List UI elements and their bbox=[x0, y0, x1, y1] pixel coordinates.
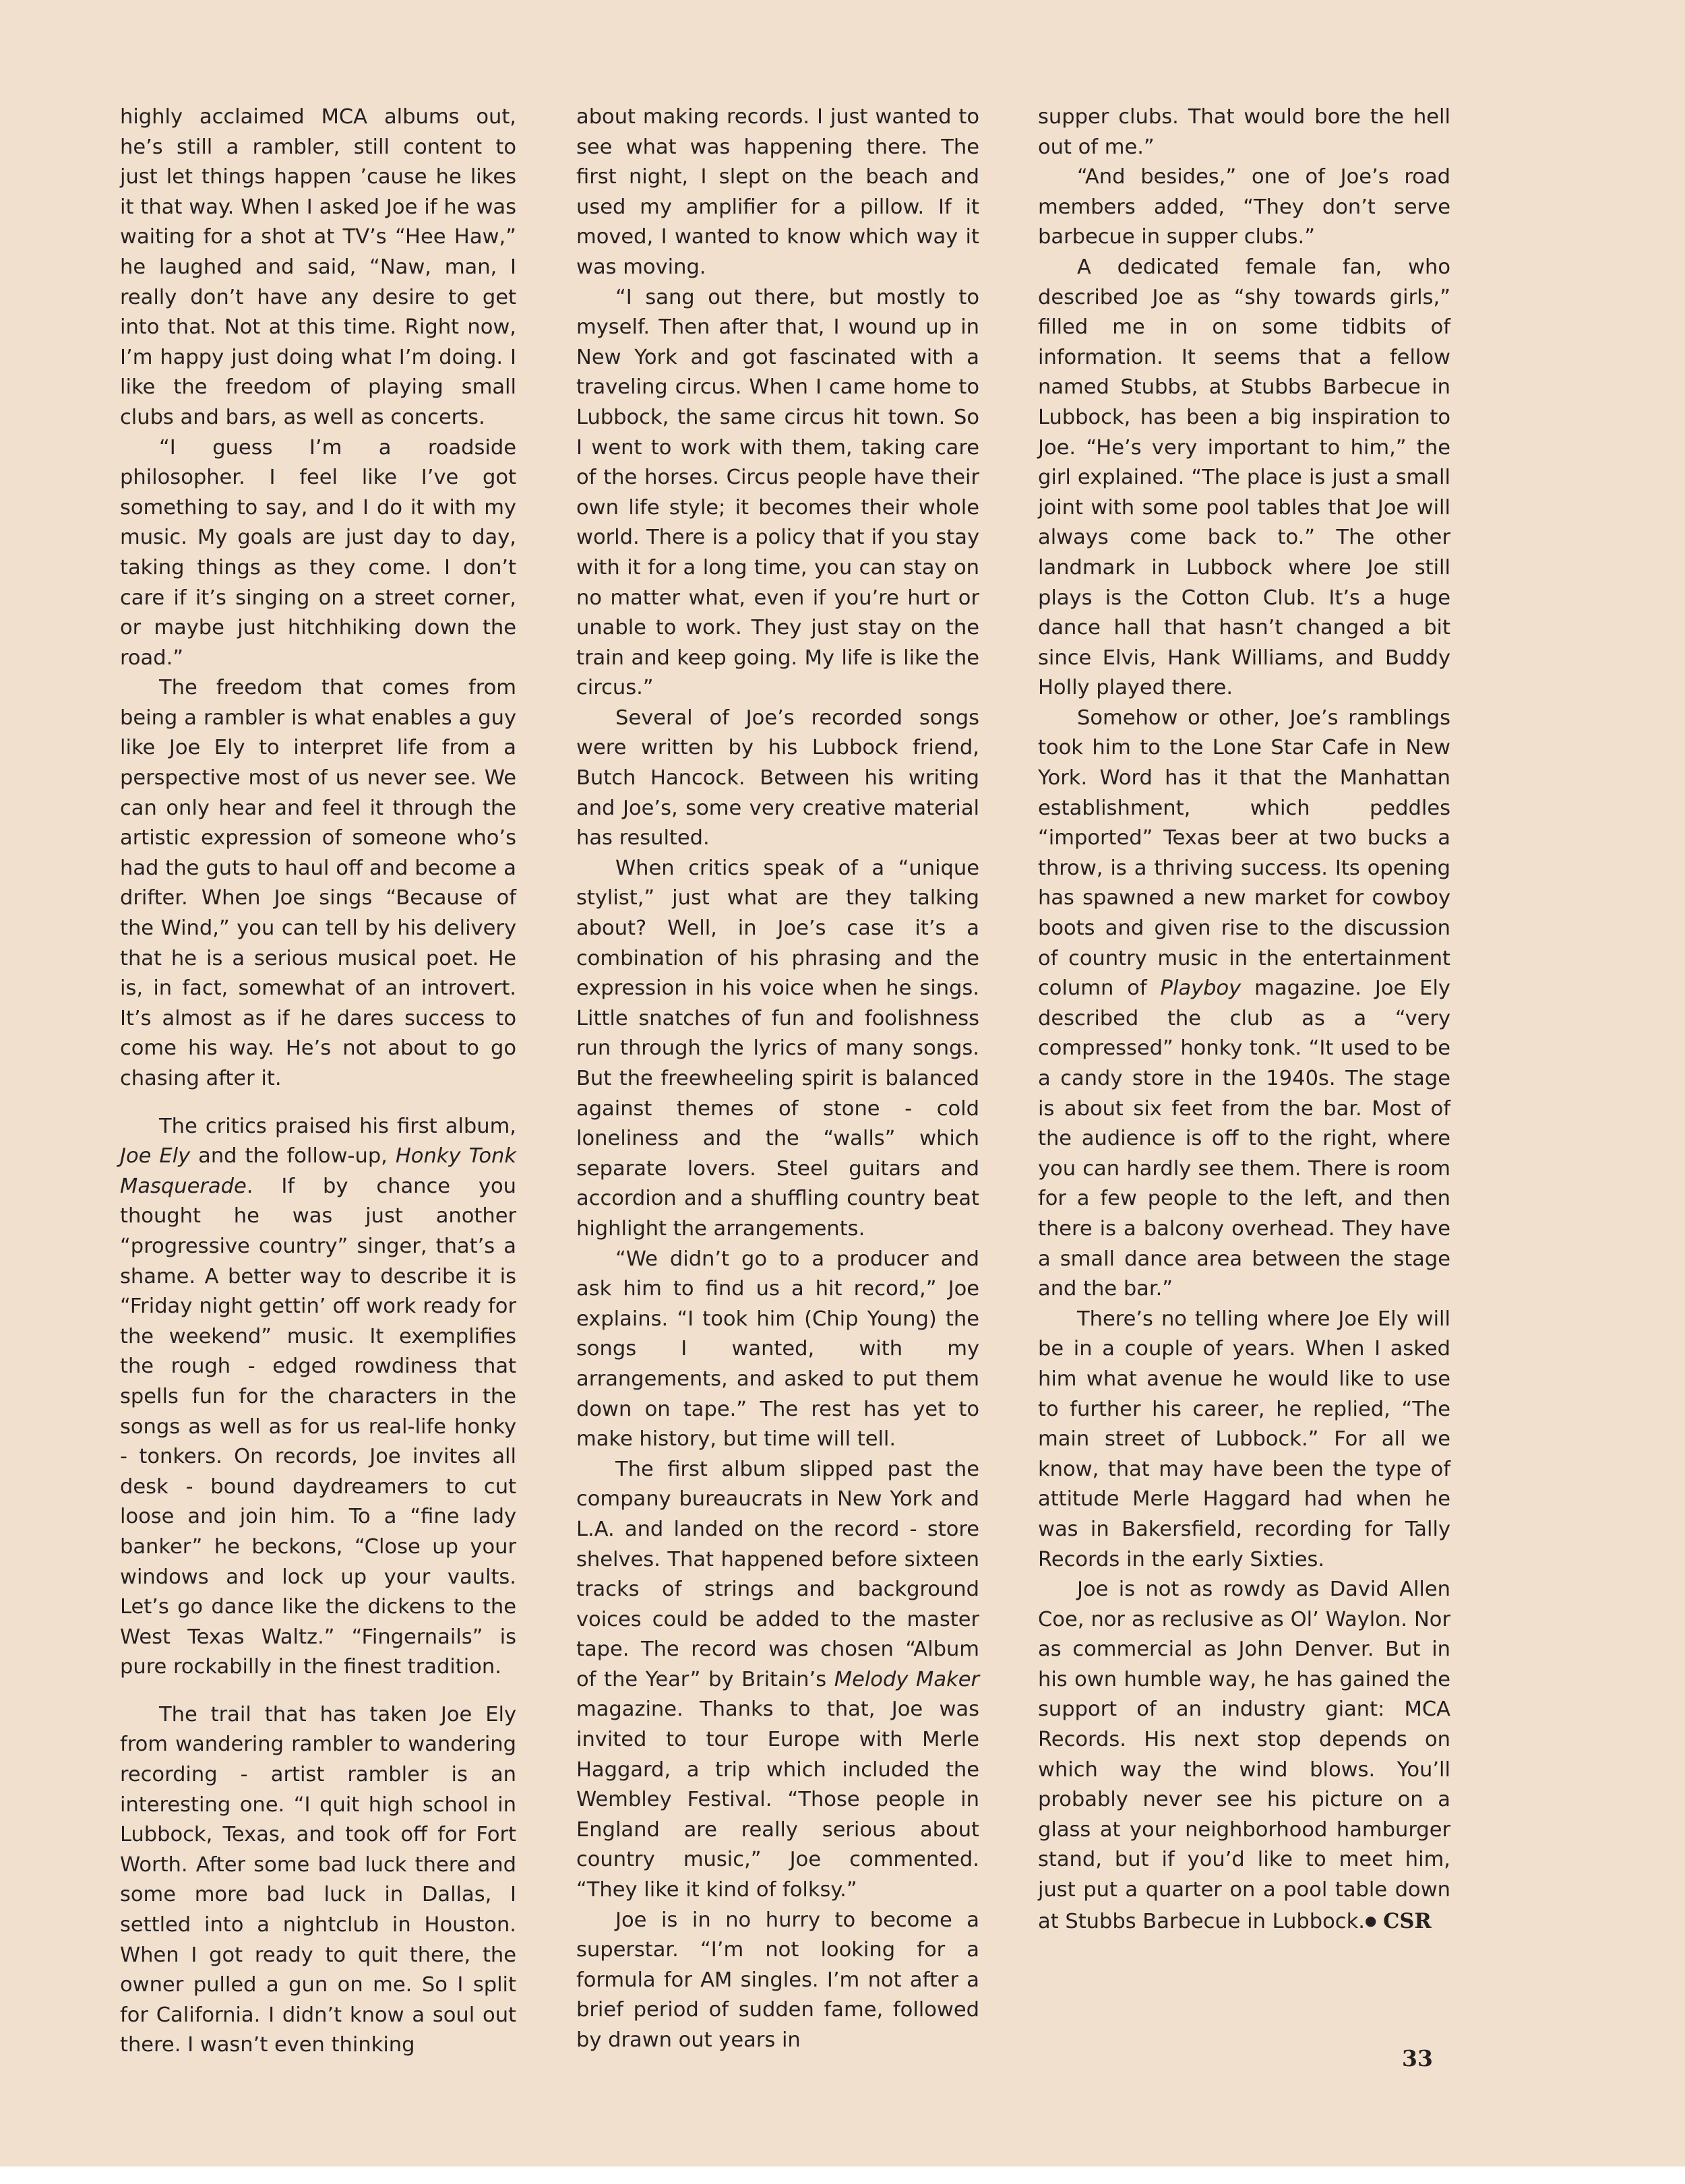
paragraph: supper clubs. That would bore the hell out of me.” bbox=[1038, 105, 1450, 159]
paragraph: Several of Joe’s recorded songs were written by his Lubbock friend, Butch Hancock. Between his writing and Joe’s, some very creative material has resulted. bbox=[576, 706, 979, 850]
paragraph: “And besides,” one of Joe’s road members added, “They don’t serve barbecue in supper clubs.” bbox=[1038, 165, 1450, 249]
paragraph: When critics speak of a “unique stylist,” just what are they talking about? Well, in Joe’s case it’s a combination of his phrasing and the expression in his voice when he sings. Little snatches of fun and foolishness run through the lyrics of many songs. But the freewheeling spirit is balanced against themes of stone - cold loneliness and the “walls” which separate lovers. Steel guitars and accordion and a shuffling country beat highlight the arrangements. bbox=[576, 856, 979, 1241]
paragraph-text: Joe is not as rowdy as David Allen Coe, nor as reclusive as Ol’ Waylon. Nor as commercial as John Denver. But in his own humble way, he has gained the support of an industry giant: MCA Records. His next stop depends on which way the wind blows. You’ll probably never see his picture on a glass at your neighborhood hamburger stand, but if you’d like to meet him, just put a quarter on a pool table down at Stubbs Barbecue in Lubbock. bbox=[1038, 1578, 1450, 1933]
scan-margin bbox=[0, 2166, 1685, 2184]
paragraph: The freedom that comes from being a rambler is what enables a guy like Joe Ely to interpret life from a perspective most of us never see. We can only hear and feel it through the artistic expression of someone who’s had the guts to haul off and become a drifter. When Joe sings “Because of the Wind,” you can tell by his delivery that he is a serious musical poet. He is, in fact, somewhat of an introvert. It’s almost as if he dares success to come his way. He’s not about to go chasing after it. bbox=[120, 676, 516, 1090]
paragraph: The trail that has taken Joe Ely from wandering rambler to wandering recording - artist rambler is an interesting one. “I quit high school in Lubbock, Texas, and took off for Fort Worth. After some bad luck there and some more bad luck in Dallas, I settled into a nightclub in Houston. When I got ready to quit there, the owner pulled a gun on me. So I split for California. I didn’t know a soul out there. I wasn’t even thinking bbox=[120, 1702, 516, 2057]
paragraph: highly acclaimed MCA albums out, he’s still a rambler, still content to just let things happen ’cause he likes it that way. When I asked Joe if he was waiting for a shot at TV’s “Hee Haw,” he laughed and said, “Naw, man, I really don’t have any desire to get into that. Not at this time. Right now, I’m happy just doing what I’m doing. I like the freedom of playing small clubs and bars, as well as concerts. bbox=[120, 105, 516, 429]
end-mark-icon: ● bbox=[1364, 1912, 1377, 1929]
article-column-1 bbox=[120, 102, 516, 2061]
paragraph: Somehow or other, Joe’s ramblings took him to the Lone Star Cafe in New York. Word has it that the Manhattan establishment, which peddles “imported” Texas beer at two bucks a throw, is a thriving success. Its opening has spawned a new market for cowboy boots and given rise to the discussion of country music in the entertainment column of Playboy magazine. Joe Ely described the club as a “very compressed” honky tonk. “It used to be a candy store in the 1940s. The stage is about six feet from the bar. Most of the audience is off to the right, where you can hardly see them. There is room for a few people to the left, and then there is a balcony overhead. They have a small dance area between the stage and the bar.” bbox=[1038, 706, 1450, 1301]
paragraph: “I sang out there, but mostly to myself. Then after that, I wound up in New York and got fascinated with a traveling circus. When I came home to Lubbock, the same circus hit town. So I went to work with them, taking care of the horses. Circus people have their own life style; it becomes their whole world. There is a policy that if you stay with it for a long time, you can stay on no matter what, even if you’re hurt or unable to work. They just stay on the train and keep going. My life is like the circus.” bbox=[576, 285, 979, 700]
paragraph: The critics praised his first album, Joe Ely and the follow-up, Honky Tonk Masquerade. If by chance you thought he was just another “progressive country” singer, that’s a shame. A better way to describe it is “Friday night gettin’ off work ready for the weekend” music. It exemplifies the rough - edged rowdiness that spells fun for the characters in the songs as well as for us real-life honky - tonkers. On records, Joe invites all desk - bound daydreamers to cut loose and join him. To a “fine lady banker” he beckons, “Close up your windows and lock up your vaults. Let’s go dance like the dickens to the West Texas Waltz.” “Fingernails” is pure rockabilly in the finest tradition. bbox=[120, 1114, 516, 1679]
paragraph: There’s no telling where Joe Ely will be in a couple of years. When I asked him what avenue he would like to use to further his career, he replied, “The main street of Lubbock.” For all we know, that may have been the type of attitude Merle Haggard had when he was in Bakersfield, recording for Tally Records in the early Sixties. bbox=[1038, 1307, 1450, 1571]
magazine-signature: CSR bbox=[1383, 1908, 1432, 1933]
paragraph: “We didn’t go to a producer and ask him to find us a hit record,” Joe explains. “I took him (Chip Young) the songs I wanted, with my arrangements, and asked to put them down on tape.” The rest has yet to make history, but time will tell. bbox=[576, 1247, 979, 1452]
article-column-3 bbox=[1038, 102, 1450, 1937]
paragraph: about making records. I just wanted to see what was happening there. The first night, I slept on the beach and used my amplifier for a pillow. If it moved, I wanted to know which way it was moving. bbox=[576, 105, 979, 279]
paragraph: A dedicated female fan, who described Joe as “shy towards girls,” filled me in on some tidbits of information. It seems that a fellow named Stubbs, at Stubbs Barbecue in Lubbock, has been a big inspiration to Joe. “He’s very important to him,” the girl explained. “The place is just a small joint with some pool tables that Joe will always come back to.” The other landmark in Lubbock where Joe still plays is the Cotton Club. It’s a huge dance hall that hasn’t changed a bit since Elvis, Hank Williams, and Buddy Holly played there. bbox=[1038, 255, 1450, 700]
paragraph: Joe is in no hurry to become a superstar. “I’m not looking for a formula for AM singles. I’m not after a brief period of sudden fame, followed by drawn out years in bbox=[576, 1908, 979, 2052]
last-paragraph bbox=[1038, 1575, 1450, 1937]
paragraph: The first album slipped past the company bureaucrats in New York and L.A. and landed on the record - store shelves. That happened before sixteen tracks of strings and background voices could be added to the master tape. The record was chosen “Album of the Year” by Britain’s Melody Maker magazine. Thanks to that, Joe was invited to tour Europe with Merle Haggard, a trip which included the Wembley Festival. “Those people in England are really serious about country music,” Joe commented. “They like it kind of folksy.” bbox=[576, 1457, 979, 1902]
paragraph: “I guess I’m a roadside philosopher. I feel like I’ve got something to say, and I do it with my music. My goals are just day to day, taking things as they come. I don’t care if it’s singing on a street corner, or maybe just hitchhiking down the road.” bbox=[120, 435, 516, 670]
article-column-2 bbox=[576, 102, 979, 2056]
page-number: 33 bbox=[1402, 2045, 1433, 2071]
